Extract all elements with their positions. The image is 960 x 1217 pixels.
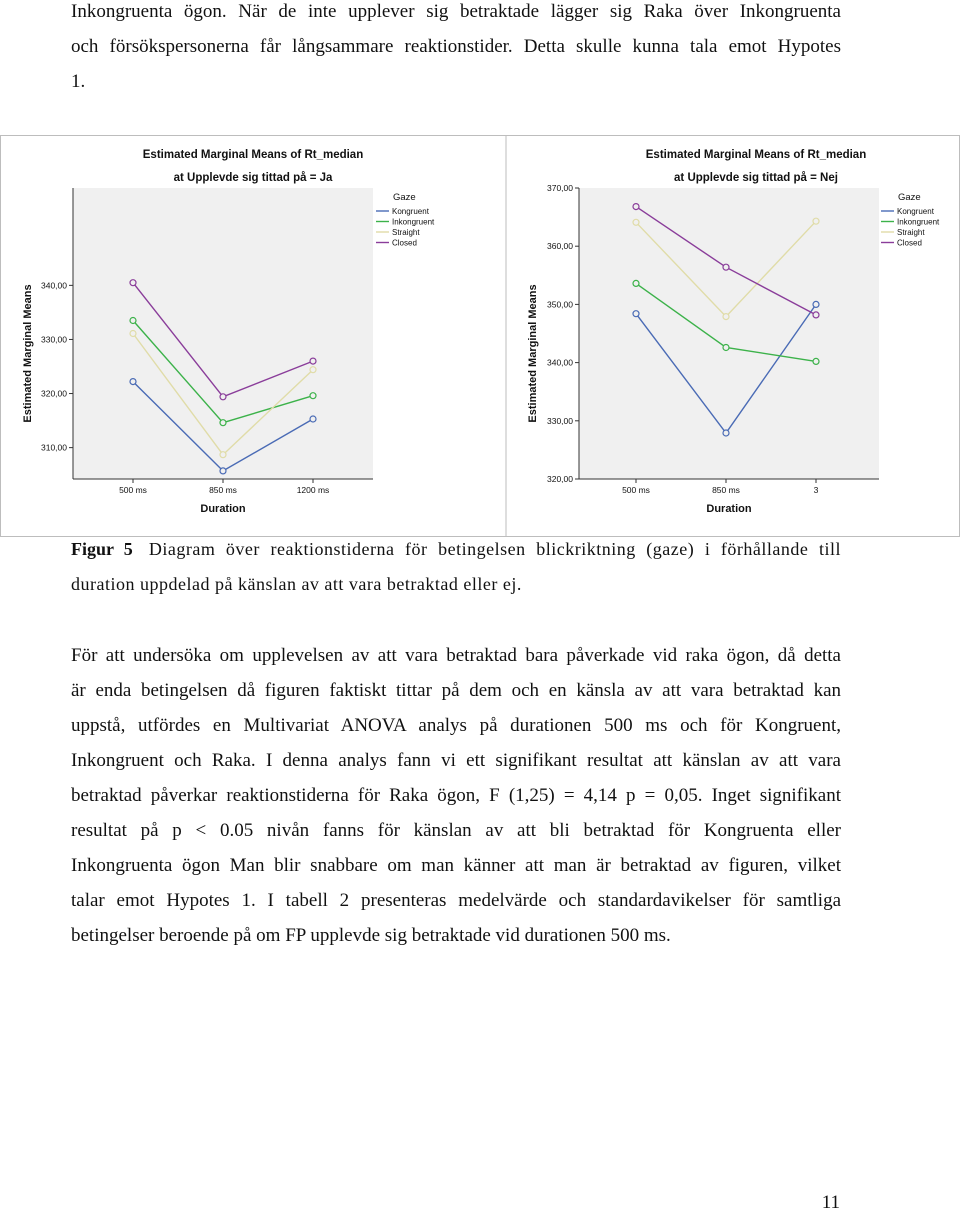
- legend-entry: Closed: [392, 238, 417, 248]
- chart-subtitle: at Upplevde sig tittad på = Ja: [173, 172, 333, 184]
- legend-entry: Inkongruent: [392, 217, 435, 227]
- legend-entry: Straight: [392, 228, 420, 237]
- text-line: Inkongruenta ögon. När de inte upplever sig betraktade lägger sig Raka över Inkongruenta: [71, 1, 841, 22]
- data-point-kongruent: [723, 430, 729, 436]
- y-tick-label: 360,00: [547, 241, 573, 252]
- text-line: är enda betingelsen då figuren faktiskt tittar på dem och en känsla av att vara betraktad kan: [71, 680, 841, 701]
- legend-title: Gaze: [898, 192, 921, 203]
- page-number: 11: [821, 1192, 840, 1213]
- y-tick-label: 340,00: [547, 357, 573, 368]
- data-point-inkongruent: [130, 318, 136, 324]
- text-line: betraktad påverkar reaktionstiderna för Raka ögon, F (1,25) = 4,14 p = 0,05. Inget signifikant: [71, 785, 841, 806]
- data-point-inkongruent: [220, 420, 226, 426]
- text-line: betingelser beroende på om FP upplevde sig betraktade vid durationen 500 ms.: [71, 925, 671, 946]
- chart-panel-1: [22, 149, 435, 515]
- legend-entry: Straight: [897, 228, 925, 237]
- text-line: 1.: [71, 71, 86, 92]
- legend-entry: Kongruent: [392, 207, 429, 216]
- body-paragraph: [71, 638, 841, 953]
- text-line: talar emot Hypotes 1. I tabell 2 presenteras medelvärde och standardavikelser för samtliga: [71, 890, 841, 911]
- x-tick-label: 3: [813, 485, 819, 495]
- data-point-closed: [310, 358, 316, 364]
- chart-subtitle: at Upplevde sig tittad på = Nej: [674, 172, 838, 184]
- x-axis-label: Duration: [200, 503, 246, 515]
- data-point-kongruent: [633, 311, 639, 317]
- legend-entry: Closed: [897, 238, 922, 248]
- x-axis-label: Duration: [706, 503, 752, 515]
- data-point-straight: [633, 219, 639, 225]
- y-tick-label: 310,00: [41, 442, 67, 453]
- data-point-kongruent: [220, 468, 226, 474]
- y-tick-label: 370,00: [547, 183, 573, 193]
- x-tick-label: 850 ms: [712, 485, 740, 495]
- data-point-inkongruent: [633, 280, 639, 286]
- x-tick-label: 850 ms: [209, 485, 237, 495]
- text-line: uppstå, utfördes en Multivariat ANOVA analys på durationen 500 ms och för Kongruent,: [71, 715, 841, 736]
- plot-area: [73, 188, 373, 479]
- chart-title: Estimated Marginal Means of Rt_median: [645, 149, 867, 161]
- data-point-closed: [220, 394, 226, 400]
- figure-caption: [71, 532, 841, 602]
- text-line: och försökspersonerna får långsammare reaktionstider. Detta skulle kunna tala emot Hypotes: [71, 36, 841, 57]
- caption-text-2: duration uppdelad på känslan av att vara betraktad eller ej.: [71, 574, 522, 594]
- legend-entry: Inkongruent: [897, 217, 940, 227]
- chart-title: Estimated Marginal Means of Rt_median: [142, 149, 364, 161]
- data-point-straight: [130, 331, 136, 337]
- data-point-kongruent: [130, 379, 136, 385]
- data-point-closed: [633, 204, 639, 210]
- data-point-straight: [220, 452, 226, 458]
- y-tick-label: 350,00: [547, 299, 573, 310]
- text-line: Inkongruenta ögon Man blir snabbare om man känner att man är betraktad av figuren, vilket: [71, 855, 841, 876]
- data-point-closed: [723, 264, 729, 270]
- data-point-kongruent: [813, 301, 819, 307]
- x-tick-label: 500 ms: [622, 485, 650, 495]
- y-tick-label: 330,00: [547, 415, 573, 426]
- data-point-straight: [813, 218, 819, 224]
- legend-title: Gaze: [393, 192, 416, 203]
- data-point-closed: [813, 312, 819, 318]
- figure-charts: [0, 135, 960, 537]
- caption-line-2: [71, 567, 841, 602]
- data-point-inkongruent: [813, 358, 819, 364]
- x-tick-label: 500 ms: [119, 485, 147, 495]
- text-line: Inkongruent och Raka. I denna analys fann vi ett signifikant resultat att känslan av att vara: [71, 750, 841, 771]
- caption-text-1: Diagram över reaktionstiderna för betingelsen blickriktning (gaze) i förhållande till: [148, 539, 841, 559]
- y-tick-label: 330,00: [41, 334, 67, 345]
- top-paragraph: [71, 0, 841, 99]
- caption-label: Figur 5: [71, 539, 133, 559]
- text-line: resultat på p < 0.05 nivån fanns för känslan av att bli betraktad för Kongruenta eller: [71, 820, 841, 841]
- data-point-closed: [130, 280, 136, 286]
- plot-area: [579, 188, 879, 479]
- data-point-straight: [310, 367, 316, 373]
- caption-line-1: [71, 532, 841, 567]
- y-tick-label: 320,00: [547, 474, 573, 484]
- y-tick-label: 340,00: [41, 280, 67, 291]
- text-line: För att undersöka om upplevelsen av att vara betraktad bara påverkade vid raka ögon, då detta: [71, 645, 841, 666]
- y-axis-label: Estimated Marginal Means: [22, 284, 34, 423]
- data-point-inkongruent: [723, 345, 729, 351]
- y-axis-label: Estimated Marginal Means: [527, 284, 539, 423]
- data-point-kongruent: [310, 416, 316, 422]
- x-tick-label: 1200 ms: [296, 485, 330, 495]
- data-point-inkongruent: [310, 393, 316, 399]
- data-point-straight: [723, 314, 729, 320]
- legend-entry: Kongruent: [897, 207, 934, 216]
- chart-canvas: [1, 136, 959, 536]
- y-tick-label: 320,00: [41, 388, 67, 399]
- chart-panel-2: [527, 149, 940, 515]
